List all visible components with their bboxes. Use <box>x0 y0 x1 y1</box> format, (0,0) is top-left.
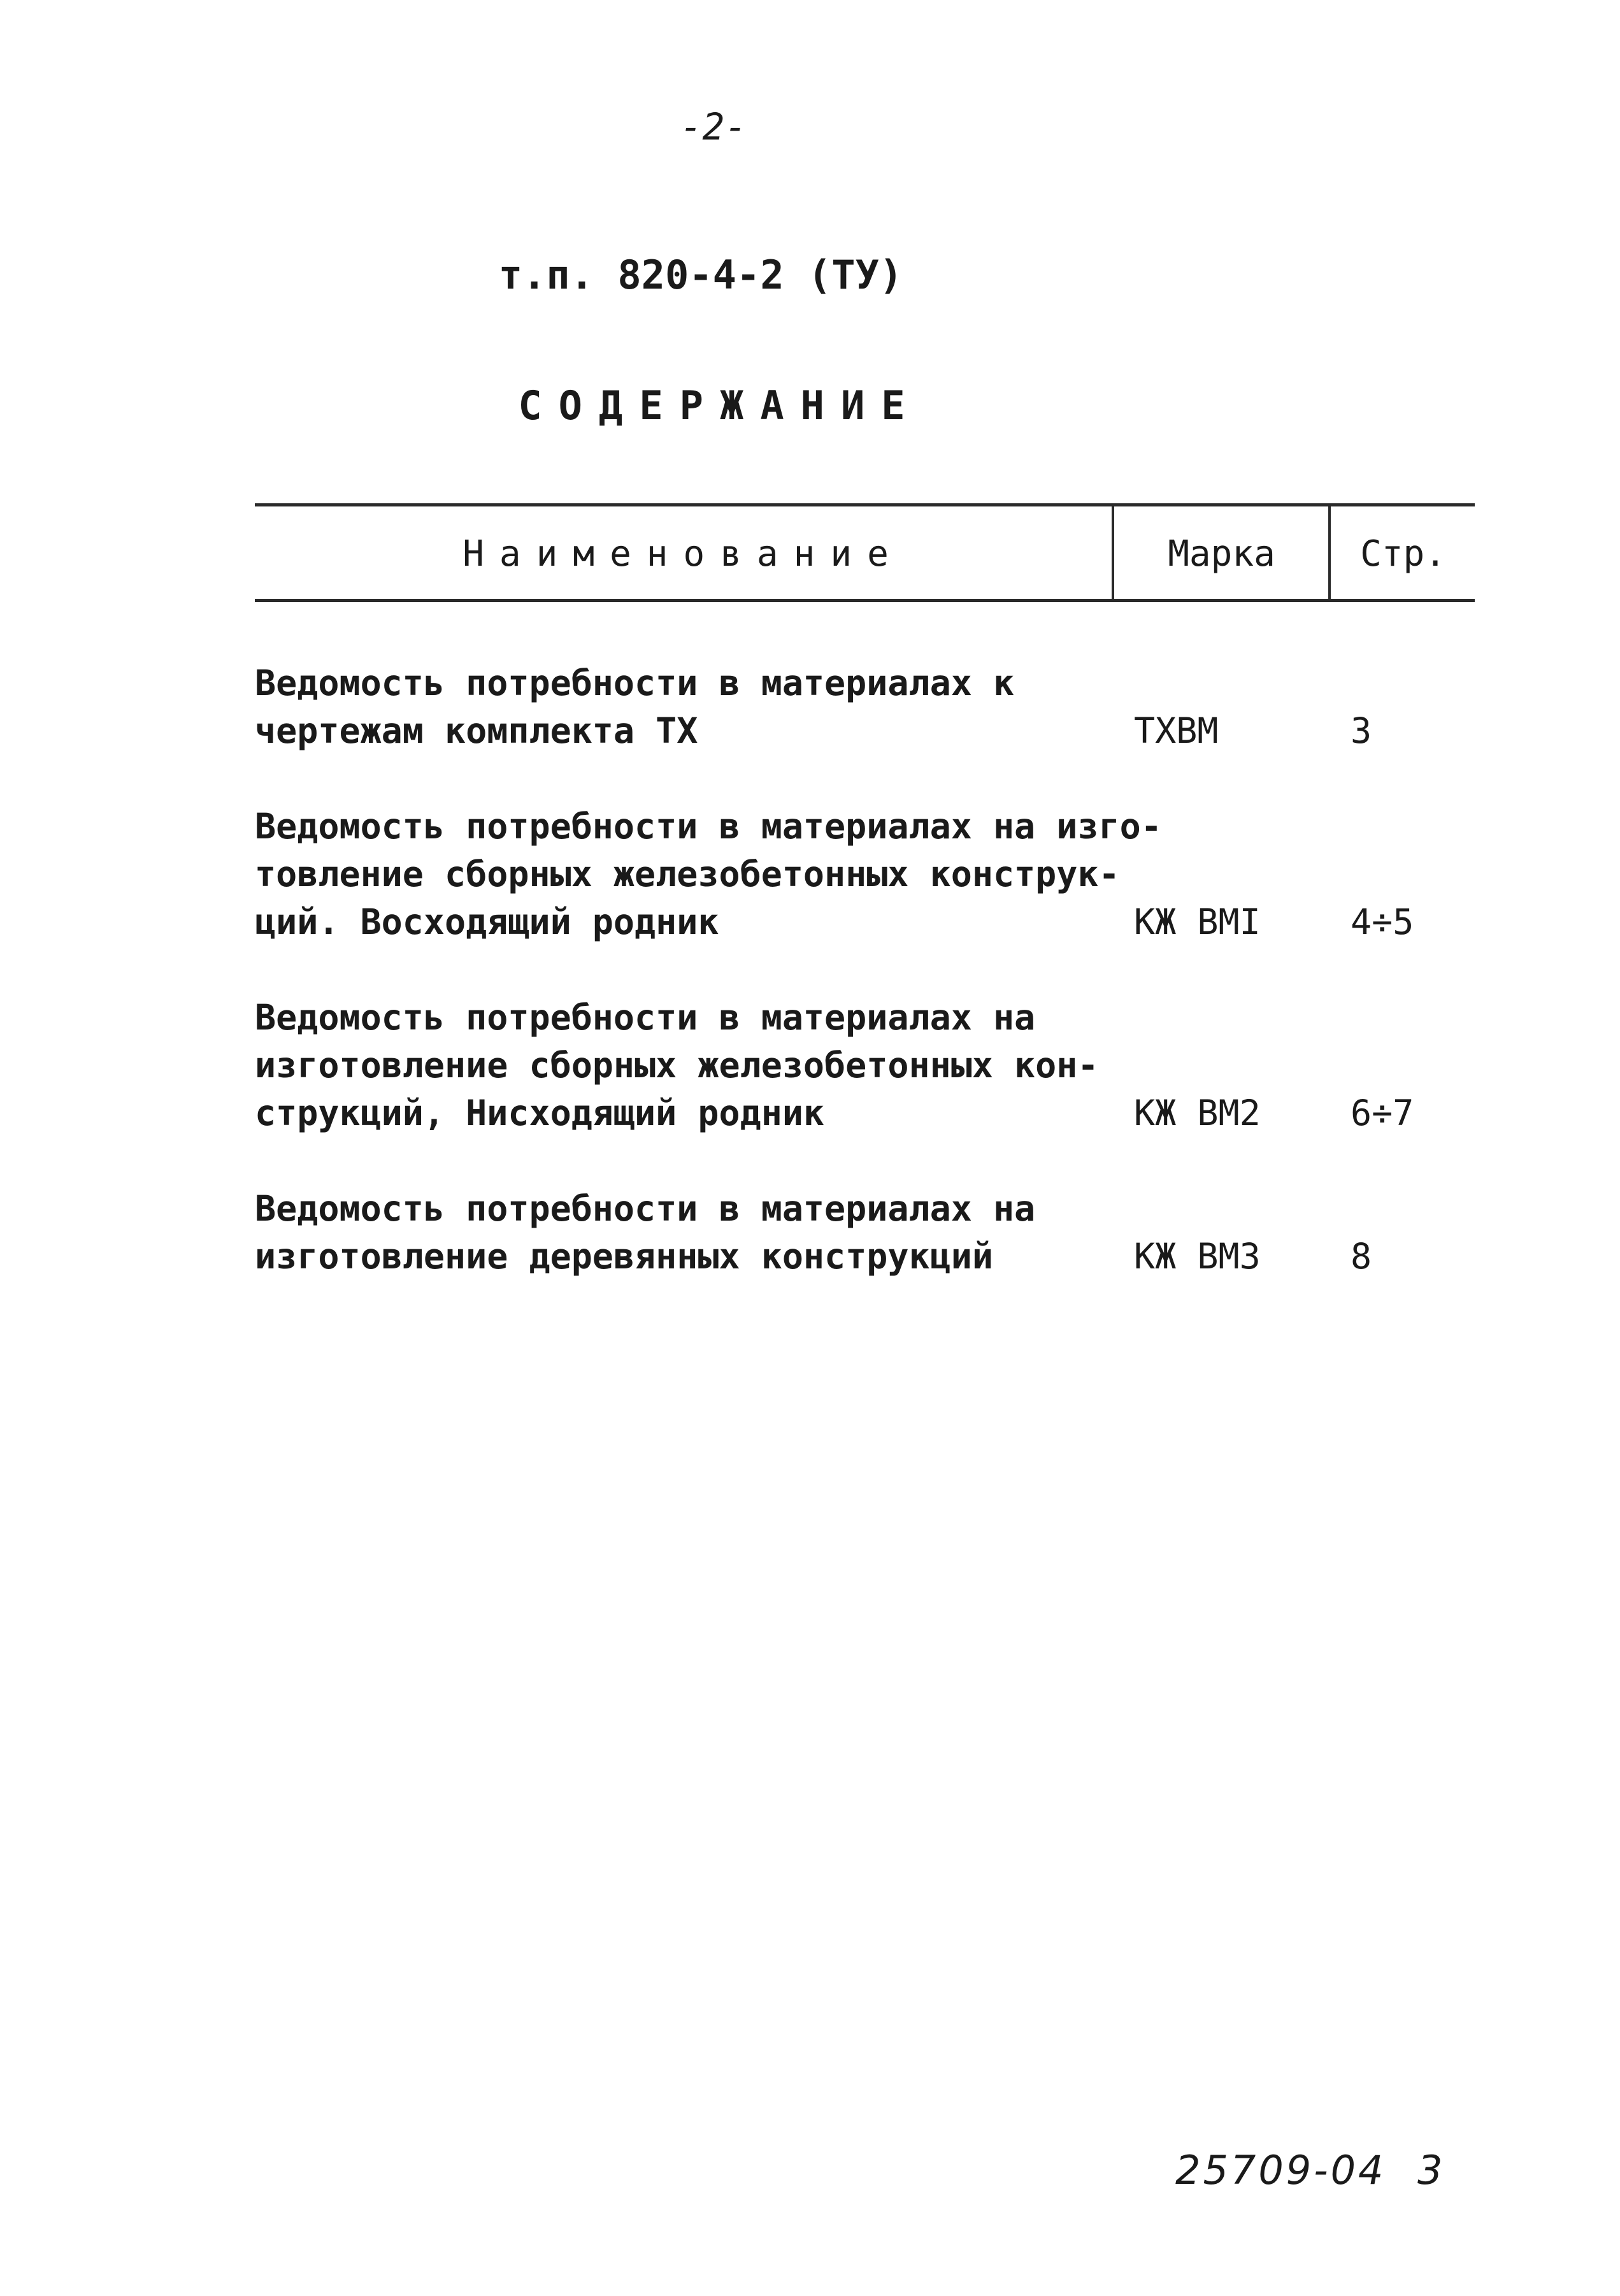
column-header-name: Наименование <box>462 533 904 575</box>
footer-page-number: 3 <box>1417 2147 1443 2193</box>
row-name-line: Ведомость потребности в материалах к <box>255 663 1015 703</box>
column-header-mark: Марка <box>1168 533 1275 575</box>
column-divider-page <box>1328 503 1331 599</box>
row-mark: КЖ ВМ2 <box>1134 1093 1261 1133</box>
row-mark: КЖ ВМ3 <box>1134 1236 1261 1277</box>
row-name-line: Ведомость потребности в материалах на изго- <box>255 806 1162 847</box>
table-top-rule <box>255 503 1475 506</box>
row-name-line: Ведомость потребности в материалах на <box>255 1188 1036 1229</box>
row-mark: ТХВМ <box>1134 710 1219 751</box>
row-page: 4÷5 <box>1351 901 1414 942</box>
footer-document-code: 25709-04 <box>1175 2147 1386 2193</box>
column-header-page: Стр. <box>1360 533 1446 575</box>
row-page: 8 <box>1351 1236 1372 1277</box>
document-code: т.п. 820-4-2 (ТУ) <box>498 252 903 298</box>
row-name-line: чертежам комплекта ТХ <box>255 710 698 751</box>
row-name-line: изготовление деревянных конструкций <box>255 1236 993 1277</box>
row-name-line: изготовление сборных железобетонных кон- <box>255 1045 1099 1086</box>
row-name-line: товление сборных железобетонных конструк- <box>255 854 1120 894</box>
row-page: 6÷7 <box>1351 1093 1414 1133</box>
row-name-line: Ведомость потребности в материалах на <box>255 997 1036 1038</box>
table-header-rule <box>255 599 1475 602</box>
row-name-line: ций. Восходящий родник <box>255 901 719 942</box>
row-page: 3 <box>1351 710 1372 751</box>
page-title: СОДЕРЖАНИЕ <box>518 382 922 429</box>
row-mark: КЖ ВМI <box>1134 901 1261 942</box>
row-name-line: струкций, Нисходящий родник <box>255 1093 825 1133</box>
column-divider-mark <box>1112 503 1114 599</box>
page-number: -2- <box>680 105 747 148</box>
